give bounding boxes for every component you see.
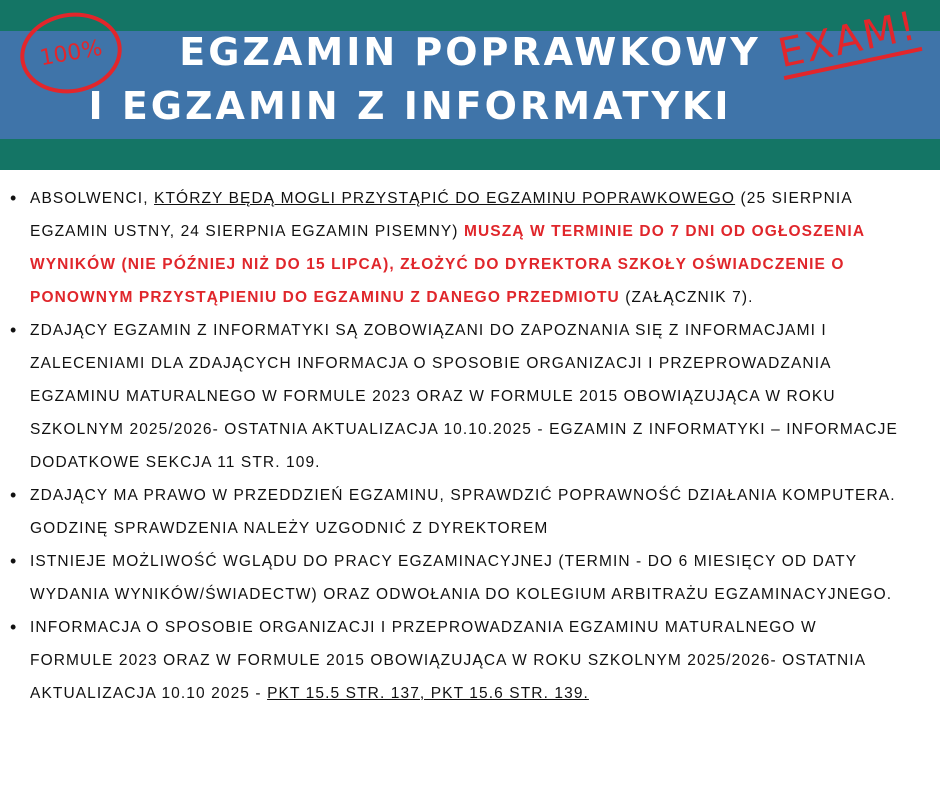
poprawkowy-link[interactable]: KTÓRZY BĘDĄ MOGLI PRZYSTĄPIĆ DO EGZAMINU POPRAWKOWEGO	[154, 190, 736, 207]
exam-stamp-icon: EXAM!	[775, 4, 923, 80]
header-banner	[0, 0, 940, 170]
list-item: • ZDAJĄCY EGZAMIN Z INFORMATYKI SĄ ZOBOWIĄZANI DO ZAPOZNANIA SIĘ Z INFORMACJAMI I ZALECENIAMI DLA ZDAJĄCYCH INFORMACJA O SPOSOBIE ORGANIZACJI I PRZEPROWADZANIA EGZAMINU MATURALNEGO W FORMULE 2023 ORAZ W FORMULE 2015 OBOWIĄZUJĄCA W ROKU SZKOLNYM 2025/2026- OSTATNIA AKTUALIZACJA 10.10.2025 - EGZAMIN Z INFORMATYKI – INFORMACJE DODATKOWE SEKCJA 11 STR. 109.	[0, 314, 900, 479]
list-item	[0, 182, 900, 314]
info-list	[0, 182, 900, 710]
list-item	[0, 611, 900, 710]
title-line-2: I EGZAMIN Z INFORMATYKI	[88, 84, 732, 128]
item-text: (25 SIERPNIA EGZAMIN USTNY, 24 SIERPNIA EGZAMIN PISEMNY)	[30, 190, 852, 240]
important-text: MUSZĄ W TERMINIE DO 7 DNI OD OGŁOSZENIA WYNIKÓW (NIE PÓŹNIEJ NIŻ DO 15 LIPCA), ZŁOŻYĆ DO DYREKTORA SZKOŁY OŚWIADCZENIE O PONOWNYM PRZYSTĄPIENIU DO EGZAMINU Z DANEGO PRZEDMIOTU	[30, 223, 865, 306]
list-item: • ISTNIEJE MOŻLIWOŚĆ WGLĄDU DO PRACY EGZAMINACYJNEJ (TERMIN - DO 6 MIESIĘCY OD DATY WYDANIA WYNIKÓW/ŚWIADECTW) ORAZ ODWOŁANIA DO KOLEGIUM ARBITRAŻU EGZAMINACYJNEGO.	[0, 545, 900, 611]
stamp-100-percent-icon: 100%	[14, 5, 128, 101]
list-item: • ZDAJĄCY MA PRAWO W PRZEDDZIEŃ EGZAMINU, SPRAWDZIĆ POPRAWNOŚĆ DZIAŁANIA KOMPUTERA. GODZINĘ SPRAWDZENIA NALEŻY UZGODNIĆ Z DYREKTOREM	[0, 479, 900, 545]
pkt-link[interactable]: PKT 15.5 STR. 137, PKT 15.6 STR. 139.	[267, 685, 589, 702]
title-line-1: EGZAMIN POPRAWKOWY	[179, 30, 761, 74]
item-text: INFORMACJA O SPOSOBIE ORGANIZACJI I PRZEPROWADZANIA EGZAMINU MATURALNEGO W FORMULE 2023 ORAZ W FORMULE 2015 OBOWIĄZUJĄCA W ROKU SZKOLNYM 2025/2026- OSTATNIA AKTUALIZACJA 10.10 2025 -	[30, 619, 866, 702]
item-text: (ZAŁĄCZNIK 7).	[619, 289, 754, 306]
item-text: ABSOLWENCI,	[30, 190, 155, 207]
